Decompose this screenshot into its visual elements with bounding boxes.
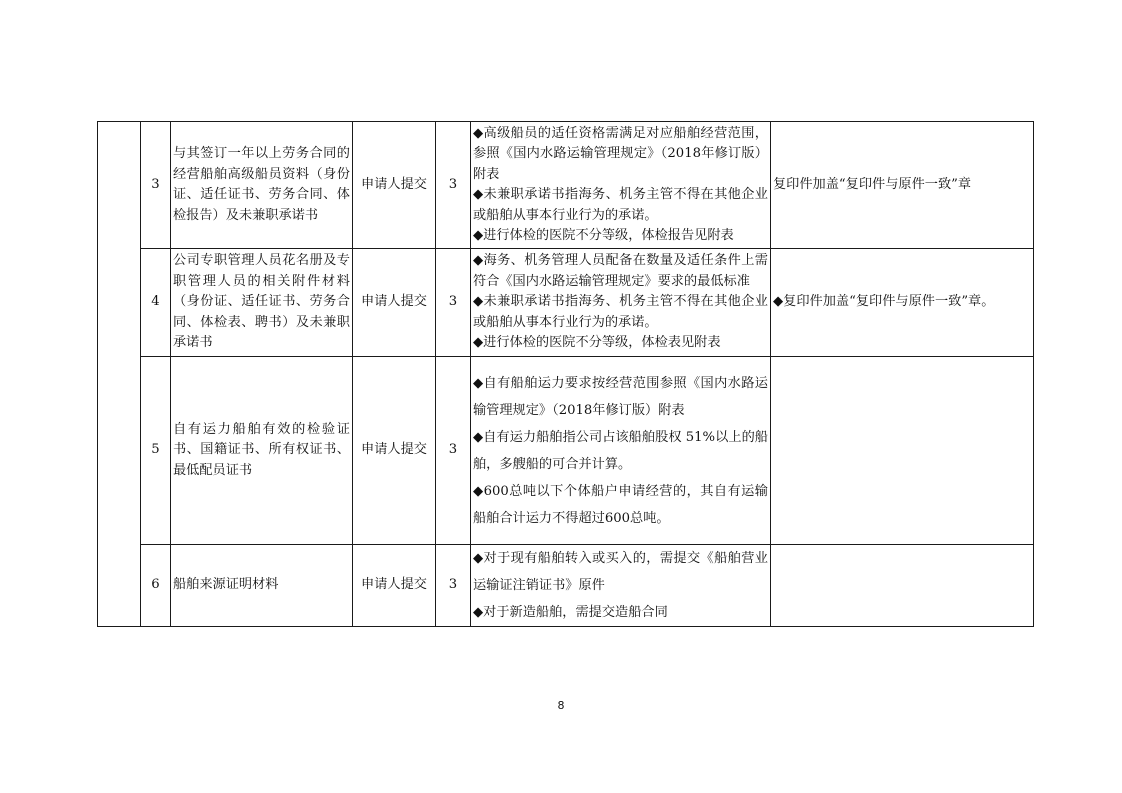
remark <box>771 545 1034 627</box>
material-name: 船舶来源证明材料 <box>171 545 353 627</box>
material-name: 公司专职管理人员花名册及专职管理人员的相关附件材料（身份证、适任证书、劳务合同、体检表、聘书）及未兼职承诺书 <box>171 249 353 357</box>
requirement-item: ◆自有船舶运力要求按经营范围参照《国内水路运输管理规定》（2018年修订版）附表 <box>473 375 768 418</box>
row-number: 3 <box>141 122 171 249</box>
provider: 申请人提交 <box>353 122 436 249</box>
row-number: 4 <box>141 249 171 357</box>
material-name: 自有运力船舶有效的检验证书、国籍证书、所有权证书、最低配员证书 <box>171 357 353 545</box>
requirement-item: ◆进行体检的医院不分等级，体检表见附表 <box>473 335 721 351</box>
requirement-item: ◆未兼职承诺书指海务、机务主管不得在其他企业或船舶从事本行业行为的承诺。 <box>473 187 768 223</box>
requirement-item: ◆自有运力船舶指公司占该船舶股权 51%以上的船舶，多艘船的可合并计算。 <box>473 429 768 472</box>
remark <box>771 357 1034 545</box>
requirement-item: ◆未兼职承诺书指海务、机务主管不得在其他企业或船舶从事本行业行为的承诺。 <box>473 294 768 330</box>
table-row <box>98 545 1034 627</box>
requirements <box>471 545 771 627</box>
requirement-item: ◆对于新造船舶，需提交造船合同 <box>473 605 668 620</box>
table-row <box>98 357 1034 545</box>
requirement-item: ◆进行体检的医院不分等级，体检报告见附表 <box>473 228 734 243</box>
row-number: 6 <box>141 545 171 627</box>
materials-table <box>97 121 1034 627</box>
copies: 3 <box>436 357 471 545</box>
row-number: 5 <box>141 357 171 545</box>
table-row <box>98 122 1034 249</box>
material-name: 与其签订一年以上劳务合同的经营船舶高级船员资料（身份证、适任证书、劳务合同、体检报告）及未兼职承诺书 <box>171 122 353 249</box>
provider: 申请人提交 <box>353 545 436 627</box>
table-row <box>98 249 1034 357</box>
remark: ◆复印件加盖“复印件与原件一致”章。 <box>771 249 1034 357</box>
copies: 3 <box>436 545 471 627</box>
requirement-item: ◆高级船员的适任资格需满足对应船舶经营范围，参照《国内水路运输管理规定》（2018年修订版）附表 <box>473 125 768 182</box>
requirement-item: ◆600总吨以下个体船户申请经营的，其自有运输船舶合计运力不得超过600总吨。 <box>473 483 768 526</box>
remark: 复印件加盖“复印件与原件一致”章 <box>771 122 1034 249</box>
copies: 3 <box>436 122 471 249</box>
copies: 3 <box>436 249 471 357</box>
provider: 申请人提交 <box>353 357 436 545</box>
requirement-item: ◆对于现有船舶转入或买入的，需提交《船舶营业运输证注销证书》原件 <box>473 551 768 593</box>
requirements <box>471 122 771 249</box>
page-number: 8 <box>557 699 565 712</box>
provider: 申请人提交 <box>353 249 436 357</box>
requirements <box>471 249 771 357</box>
requirement-item: ◆海务、机务管理人员配备在数量及适任条件上需符合《国内水路运输管理规定》要求的最低标准 <box>473 253 768 289</box>
category-cell <box>98 122 141 627</box>
requirements <box>471 357 771 545</box>
